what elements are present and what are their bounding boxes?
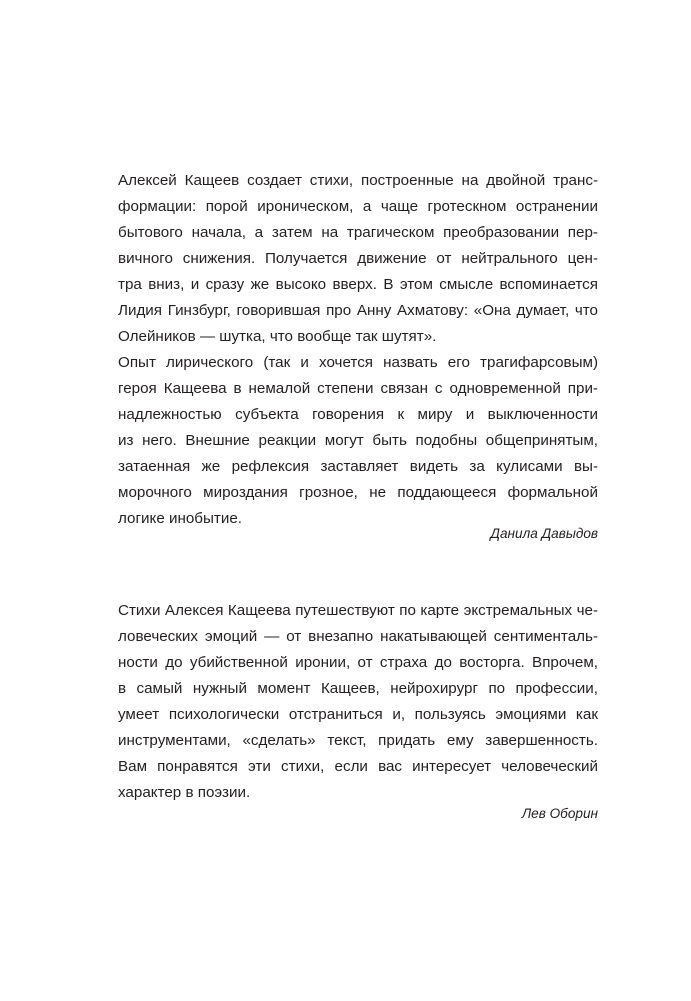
text-line: Лидия Гинзбург, говорившая про Анну Ахматову: «Она думает, что (118, 302, 598, 319)
text-line: бытового начала, а затем на трагическом преобразовании пер- (118, 224, 598, 241)
author-signature: Лев Оборин (521, 806, 598, 821)
text-line: Стихи Алексея Кащеева путешествуют по карте экстремальных че- (118, 602, 598, 619)
blurb-oborin (118, 598, 598, 806)
blurb-davydov (118, 168, 598, 532)
text-line: ности до убийственной иронии, от страха до восторга. Впрочем, (118, 654, 598, 671)
text-line: ловеческих эмоций — от внезапно накатывающей сентименталь- (118, 628, 598, 645)
text-line: инструментами, «сделать» текст, придать ему завершенность. (118, 732, 598, 749)
text-line: формации: порой ироническом, а чаще гротескном остранении (118, 198, 598, 215)
text-line: тра вниз, и сразу же высоко вверх. В этом смысле вспоминается (118, 276, 598, 293)
text-line: из него. Внешние реакции могут быть подобны общепринятым, (118, 432, 598, 449)
text-line: морочного мироздания грозное, не поддающееся формальной (118, 484, 598, 501)
text-line: затаенная же рефлексия заставляет видеть за кулисами вы- (118, 458, 598, 475)
text-line: логике инобытие. (118, 510, 243, 527)
text-line: Алексей Кащеев создает стихи, построенные на двойной транс- (118, 172, 598, 189)
text-line: вичного снижения. Получается движение от нейтрального цен- (118, 250, 598, 267)
author-signature: Данила Давыдов (490, 526, 598, 541)
text-line: надлежностью субъекта говорения к миру и выключенности (118, 406, 598, 423)
text-line: умеет психологически отстраниться и, пользуясь эмоциями как (118, 706, 598, 723)
text-line: героя Кащеева в немалой степени связан с одновременной при- (118, 380, 598, 397)
text-line: Вам понравятся эти стихи, если вас интересует человеческий (118, 758, 598, 775)
text-line: характер в поэзии. (118, 784, 251, 801)
text-line: Опыт лирического (так и хочется назвать его трагифарсовым) (118, 354, 598, 371)
text-line: Олейников — шутка, что вообще так шутят». (118, 328, 437, 345)
text-line: в самый нужный момент Кащеев, нейрохирург по профессии, (118, 680, 598, 697)
